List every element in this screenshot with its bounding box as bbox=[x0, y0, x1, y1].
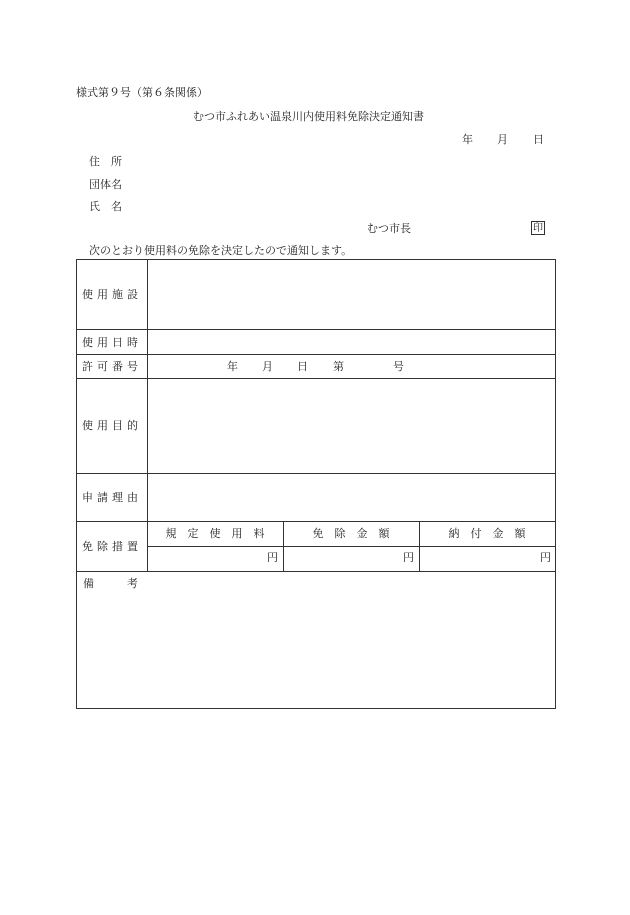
row-divider bbox=[77, 571, 555, 572]
date-year-label: 年 bbox=[462, 133, 473, 146]
permit-year: 年 bbox=[227, 360, 238, 373]
purpose-label: 使用目的 bbox=[82, 419, 142, 432]
date-month-label: 月 bbox=[497, 133, 508, 146]
standard-fee-currency: 円 bbox=[267, 551, 278, 564]
payment-amount-currency: 円 bbox=[540, 551, 551, 564]
reason-label: 申請理由 bbox=[82, 491, 142, 504]
facility-label: 使用施設 bbox=[82, 288, 142, 301]
row-divider bbox=[77, 378, 555, 379]
document-title: むつ市ふれあい温泉川内使用料免除決定通知書 bbox=[193, 110, 424, 123]
notice-table bbox=[76, 259, 556, 709]
payment-amount-header: 納 付 金 額 bbox=[448, 527, 526, 540]
row-divider bbox=[147, 546, 555, 547]
name-label: 氏 名 bbox=[89, 200, 122, 213]
address-label: 住 所 bbox=[89, 155, 122, 168]
date-day-label: 日 bbox=[533, 133, 544, 146]
exemption-label: 免除措置 bbox=[82, 540, 142, 553]
exempt-amount-currency: 円 bbox=[403, 551, 414, 564]
form-number: 様式第９号（第６条関係） bbox=[76, 86, 208, 99]
standard-fee-header: 規 定 使 用 料 bbox=[165, 527, 265, 540]
organization-label: 団体名 bbox=[89, 178, 122, 191]
seal-mark: 印 bbox=[533, 223, 543, 234]
row-divider bbox=[77, 354, 555, 355]
intro-text: 次のとおり使用料の免除を決定したので通知します。 bbox=[89, 244, 353, 257]
label-column-divider bbox=[147, 260, 148, 571]
remarks-label: 備 考 bbox=[83, 577, 138, 590]
permit-label: 許可番号 bbox=[82, 360, 142, 373]
row-divider bbox=[77, 473, 555, 474]
row-divider bbox=[77, 521, 555, 522]
exempt-amount-header: 免 除 金 額 bbox=[312, 527, 390, 540]
permit-number-prefix: 第 bbox=[333, 360, 344, 373]
issuer-title: むつ市長 bbox=[367, 222, 411, 235]
datetime-label: 使用日時 bbox=[82, 336, 142, 349]
permit-number-suffix: 号 bbox=[393, 360, 404, 373]
row-divider bbox=[77, 329, 555, 330]
permit-day: 日 bbox=[297, 360, 308, 373]
permit-month: 月 bbox=[262, 360, 273, 373]
